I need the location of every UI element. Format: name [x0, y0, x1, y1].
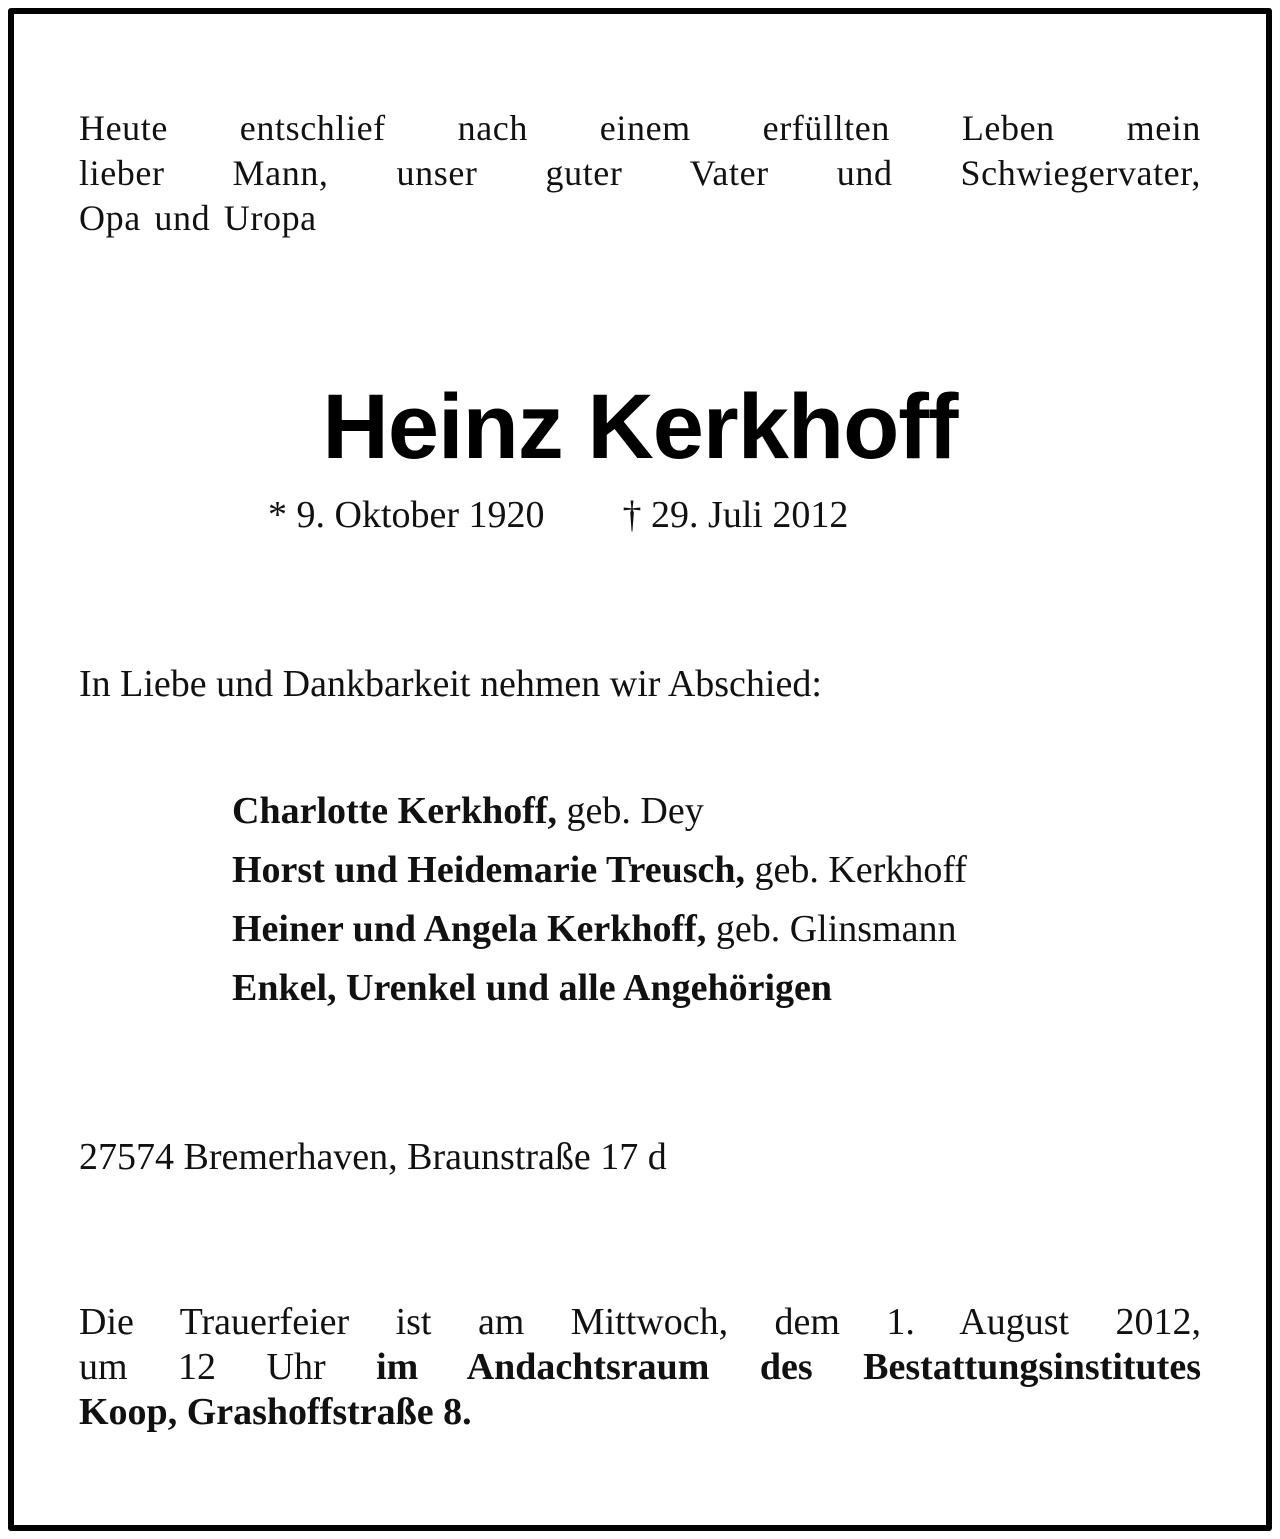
- ceremony-text: [79, 1300, 1201, 1435]
- deceased-name: Heinz Kerkhoff: [322, 376, 958, 478]
- intro-line-2: lieber Mann, unser guter Vater und Schwiegervater,: [79, 153, 1201, 193]
- life-dates: [268, 492, 848, 538]
- ceremony-venue: im Andachtsraum des Bestattungsinstitutes: [376, 1346, 1201, 1388]
- ceremony-line-3: [79, 1390, 1201, 1435]
- mourner-name: Charlotte Kerkhoff,: [232, 790, 558, 832]
- intro-text: [79, 106, 1201, 241]
- death-date: † 29. Juli 2012: [622, 494, 849, 536]
- ceremony-line-1: Die Trauerfeier ist am Mittwoch, dem 1. August 2012,: [79, 1301, 1201, 1343]
- mourner-entry: [232, 900, 967, 959]
- mourner-maiden-name: geb. Glinsmann: [706, 908, 957, 950]
- ceremony-line-2: [79, 1345, 1201, 1390]
- mourner-entry: [232, 841, 967, 900]
- mourners-list: [232, 782, 967, 1018]
- mourner-entry: [232, 782, 967, 841]
- intro-line-3: Opa und Uropa: [79, 198, 317, 238]
- ceremony-venue-address: Koop, Grashoffstraße 8.: [79, 1391, 472, 1433]
- mourner-entry: [232, 959, 967, 1018]
- mourner-name: Heiner und Angela Kerkhoff,: [232, 908, 707, 950]
- mourner-name: Enkel, Urenkel und alle Angehörigen: [232, 967, 833, 1009]
- mourner-name: Horst und Heidemarie Treusch,: [232, 849, 745, 891]
- mourner-maiden-name: geb. Dey: [557, 790, 704, 832]
- intro-line-1: Heute entschlief nach einem erfüllten Leben mein: [79, 108, 1201, 148]
- mourner-maiden-name: geb. Kerkhoff: [745, 849, 967, 891]
- farewell-text: In Liebe und Dankbarkeit nehmen wir Abschied:: [79, 663, 822, 705]
- birth-date: * 9. Oktober 1920: [268, 494, 545, 536]
- ceremony-time: um 12 Uhr: [79, 1346, 377, 1388]
- address-text: 27574 Bremerhaven, Braunstraße 17 d: [79, 1136, 667, 1178]
